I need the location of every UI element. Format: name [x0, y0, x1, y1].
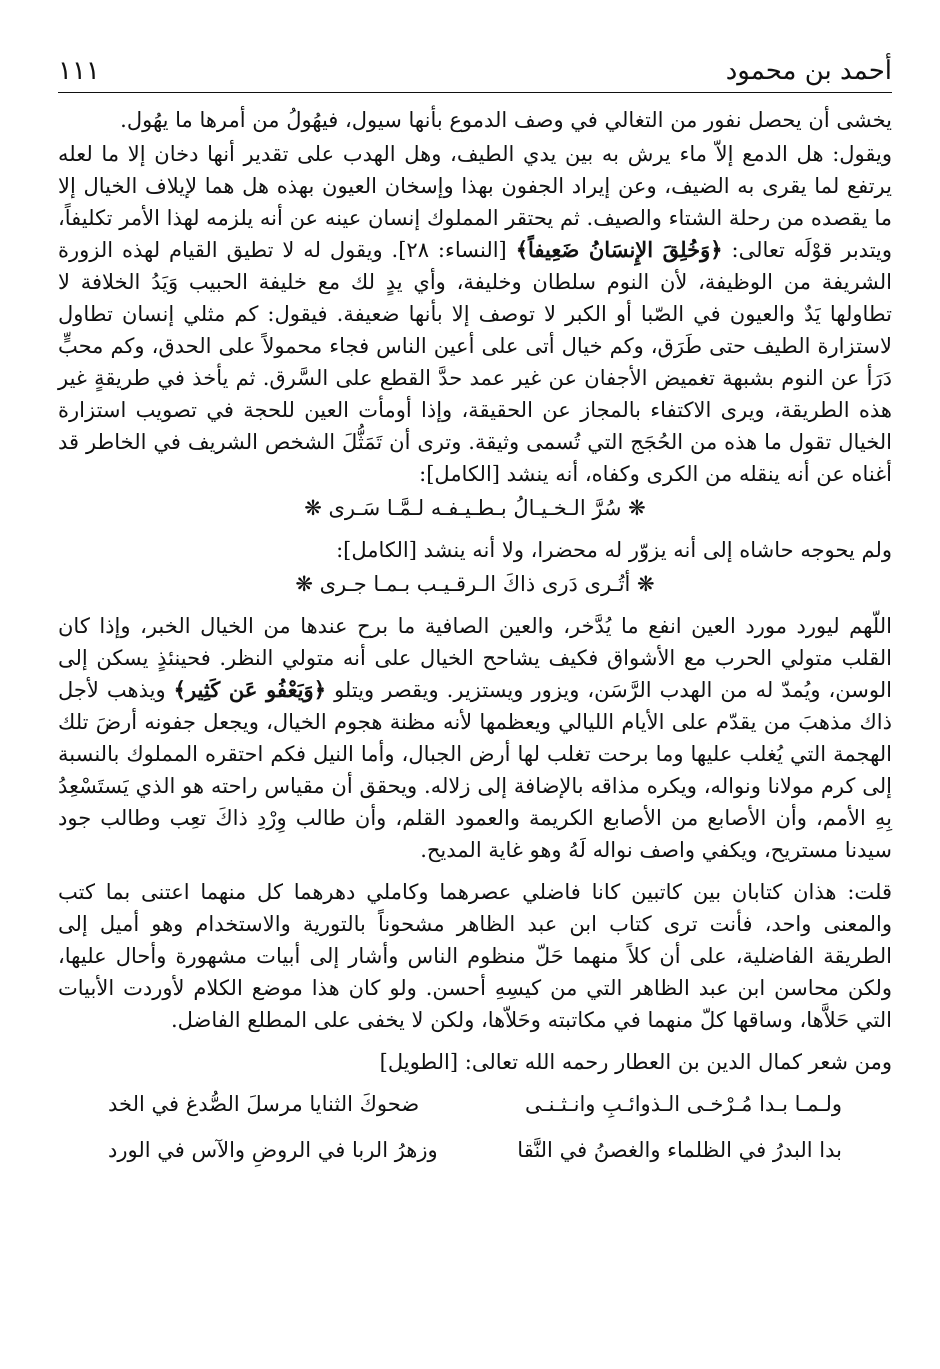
quran-quote-1: ﴿وَخُلِقَ الإِنسَانُ ضَعِيفاً﴾ — [515, 237, 723, 262]
paragraph-2-text: ويقول: هل الدمع إلاّ ماء يرش به بين يدي الطيف، وهل الهدب على تقدير أنها دخان إلا ما لعله يرتفع لما يقرى به الضيف، وعن إيراد الجفون بهذا وإسخان العيون بهذه هل هما لإيلاف الخيال إلا ما يقصده من رحلة الشتاء والصيف. ثم يحتقر المملوك إنسان عينه عن أنه يلزمه لهذا الأمر تكليفاً، ويتدبر قوْلَه تعالى: — [58, 142, 893, 262]
verse-line-2: ❋ أتُـرى دَرى ذاكَ الـرقـيـب بـمـا جـرى ❋ — [295, 572, 655, 596]
running-head: أحمد بن محمود — [725, 56, 892, 86]
quran-quote-2: ﴿وَيَعْفُو عَن كَثِير﴾ — [173, 677, 327, 702]
paragraph-4-text: اللّهم ليورد مورد العين انفع ما يُدَّخر، والعين الصافية ما برح عندها من الخيال الخبر، وإذا كان القلب متولي الحرب مع الأشواق فكيف يشاحح الخيال على أنه متولي النظر. فحينئذٍ يسكن إلى الوسن، ويُمدّ له من الهدب الرَّسَن، ويزور ويستزير. ويقصر ويتلو — [58, 614, 892, 702]
header-rule — [58, 92, 892, 93]
couplet-1-first-hemistich: ولـمـا بـدا مُـرْخـى الـذوائـبِ وانـثـنـى — [524, 1092, 842, 1116]
page-number: ١١١ — [58, 56, 100, 86]
couplet-1 — [58, 1084, 892, 1124]
couplet-2-second-hemistich: وزهرُ الربا في الروضِ والآس في الورد — [108, 1138, 438, 1162]
couplet-1-second-hemistich: ضحوكَ الثنايا مرسلَ الصُّدغ في الخد — [108, 1092, 420, 1116]
paragraph-4 — [58, 610, 892, 866]
paragraph-2-rest: ويقول له لا تطيق القيام لهذه الزورة الشريفة من الوظيفة، لأن النوم سلطان وخليفة، وأي يدٍ لك مع خليفة الحبيب وَيَدُ الخلافة لا تطاولها يَدٌ والعيون في الصّبا أو الكبر لا توصف إلا بأنها ضعيفة. فيقول: كم مثلي إنسان تطاول لاستزارة الطيف حتى طَرَق، وكم خيال أتى على أعين الناس فجاء محمولاً على الحدق، وكم محبٍّ دَرَأ عن النوم بشبهة تغميض الأجفان عن غير عمد حدَّ القطع على السَّرق. ثم يأخذ في طريقةٍ غير هذه الطريقة، ويرى الاكتفاء بالمجاز عن الحقيقة، وإذا أومأت العين للحجة في تصويب استزارة الخيال تقول ما هذه من الحُجَج التي تُسمى وثيقة. وترى أن تَمَثُّلَ الشخص الشريف في الخاطر قد أغناه عن أنه ينقله من الكرى وكفاه، أنه ينشد [الكامل]: — [58, 238, 892, 486]
paragraph-1: يخشى أن يحصل نفور من التغالي في وصف الدموع بأنها سيول، فيهُولُ من أمرها ما يهُول. — [120, 108, 892, 132]
paragraph-5: قلت: هذان كتابان بين كاتبين كانا فاضلي عصرهما وكاملي دهرهما كل منهما اعتنى بما كتب والمعنى واحد، فأنت ترى كتاب ابن عبد الظاهر مشحوناً بالتورية والاستخدام وهو أميل إلى الطريقة الفاضلية، على أن كلاً منهما حَلّ منظوم الناس وأشار إلى أبيات مشهورة وأحال عليها، ولكن محاسن ابن عبد الظاهر التي من كيسِهِ أحسن. ولو كان هذا موضع الكلام لأوردت الأبيات التي حَلاَّها، وساقها كلّ منهما في مكاتبته وحَلاّها، ولكن لا يخفى على المطلع الفاضل. — [58, 880, 892, 1032]
page-body — [58, 104, 892, 1170]
paragraph-3: ولم يحوجه حاشاه إلى أنه يزوّر له محضرا، ولا أنه ينشد [الكامل]: — [336, 538, 892, 562]
page-header — [58, 40, 892, 86]
couplet-2 — [58, 1130, 892, 1170]
couplet-2-first-hemistich: بدا البدرُ في الظلماء والغصنُ في النَّقا — [517, 1138, 842, 1162]
quran-reference-1: [النساء: ٢٨]. — [391, 238, 507, 262]
paragraph-2 — [58, 138, 892, 490]
paragraph-6: ومن شعر كمال الدين بن العطار رحمه الله تعالى: [الطويل] — [379, 1050, 892, 1074]
paragraph-4-rest: ويذهب لأجل ذاك مذهبَ من يقدّم على الأيام الليالي ويعظمها لأنه مظنة هجوم الخيال، ويجعل جفونه أرضَ تلك الهجمة التي يُغلب عليها وما برحت تغلب لها أرض الجبال، وأما النيل فكم احتقره المملوك بالنسبة إلى كرم مولانا ونواله، ويكره مذاقه بالإضافة إلى زلاله. ويحقق أن مقياس راحته هو الذي يَستَسْعِدُ بِهِ الأمم، وأن الأصابع من الأصابع الكريمة والعمود القلم، وأن طالب وِرْدِ ذاكَ تعِب وطالب جود سيدنا مستريح، ويكفي واصف نواله لَهُ وهو غاية المديح. — [58, 678, 892, 862]
verse-line-1: ❋ سُرَّ الـخـيـالُ بـطـيـفـه لـمَّـا سَـرى ❋ — [304, 496, 646, 520]
